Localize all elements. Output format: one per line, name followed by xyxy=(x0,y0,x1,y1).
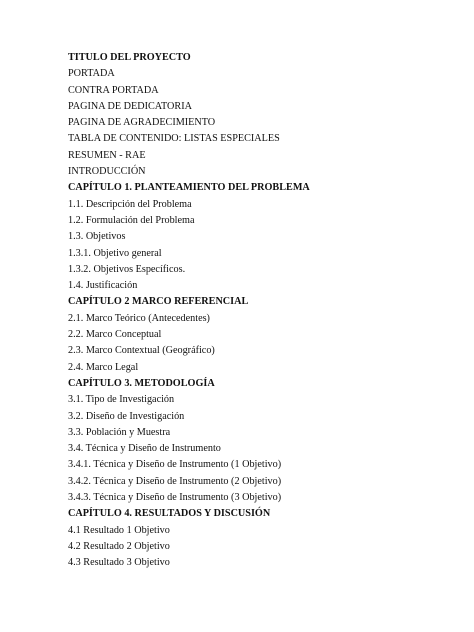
toc-heading: TITULO DEL PROYECTO xyxy=(68,52,191,63)
toc-entry: 3.2. Diseño de Investigación xyxy=(68,410,185,422)
toc-entry: 2.2. Marco Conceptual xyxy=(68,329,162,341)
toc-entry: 1.4. Justificación xyxy=(68,280,138,292)
toc-entry: 2.1. Marco Teórico (Antecedentes) xyxy=(68,312,210,324)
table-of-contents xyxy=(68,50,310,572)
toc-entry: 2.4. Marco Legal xyxy=(68,361,139,373)
toc-entry: 3.4. Técnica y Diseño de Instrumento xyxy=(68,443,221,455)
toc-entry: 4.1 Resultado 1 Objetivo xyxy=(68,524,170,536)
toc-entry: CONTRA PORTADA xyxy=(68,84,159,96)
toc-entry: 1.3.1. Objetivo general xyxy=(68,247,162,259)
toc-entry: INTRODUCCIÓN xyxy=(68,166,146,178)
toc-entry: RESUMEN - RAE xyxy=(68,149,146,161)
toc-entry: 1.2. Formulación del Problema xyxy=(68,214,195,226)
toc-heading: CAPÍTULO 3. METODOLOGÍA xyxy=(68,377,215,389)
toc-entry: 4.2 Resultado 2 Objetivo xyxy=(68,540,170,552)
toc-entry: 2.3. Marco Contextual (Geográfico) xyxy=(68,345,215,357)
toc-entry: 3.1. Tipo de Investigación xyxy=(68,394,175,406)
toc-entry: 1.3.2. Objetivos Específicos. xyxy=(68,263,186,275)
toc-entry: 1.3. Objetivos xyxy=(68,231,126,243)
toc-entry: PORTADA xyxy=(68,68,115,80)
toc-entry: PAGINA DE DEDICATORIA xyxy=(68,100,192,112)
toc-heading: CAPÍTULO 4. RESULTADOS Y DISCUSIÓN xyxy=(68,508,271,520)
toc-entry: 1.1. Descripción del Problema xyxy=(68,198,192,210)
toc-entry: 3.4.3. Técnica y Diseño de Instrumento (3 Objetivo) xyxy=(68,492,282,504)
toc-heading: CAPÍTULO 2 MARCO REFERENCIAL xyxy=(68,296,249,308)
toc-entry: 3.3. Población y Muestra xyxy=(68,426,171,438)
toc-entry: PAGINA DE AGRADECIMIENTO xyxy=(68,117,216,129)
toc-entry: 3.4.1. Técnica y Diseño de Instrumento (1 Objetivo) xyxy=(68,459,282,471)
toc-entry: TABLA DE CONTENIDO: LISTAS ESPECIALES xyxy=(68,133,280,145)
toc-entry: 3.4.2. Técnica y Diseño de Instrumento (2 Objetivo) xyxy=(68,475,282,487)
toc-entry: 4.3 Resultado 3 Objetivo xyxy=(68,557,170,569)
toc-heading: CAPÍTULO 1. PLANTEAMIENTO DEL PROBLEMA xyxy=(68,182,310,194)
